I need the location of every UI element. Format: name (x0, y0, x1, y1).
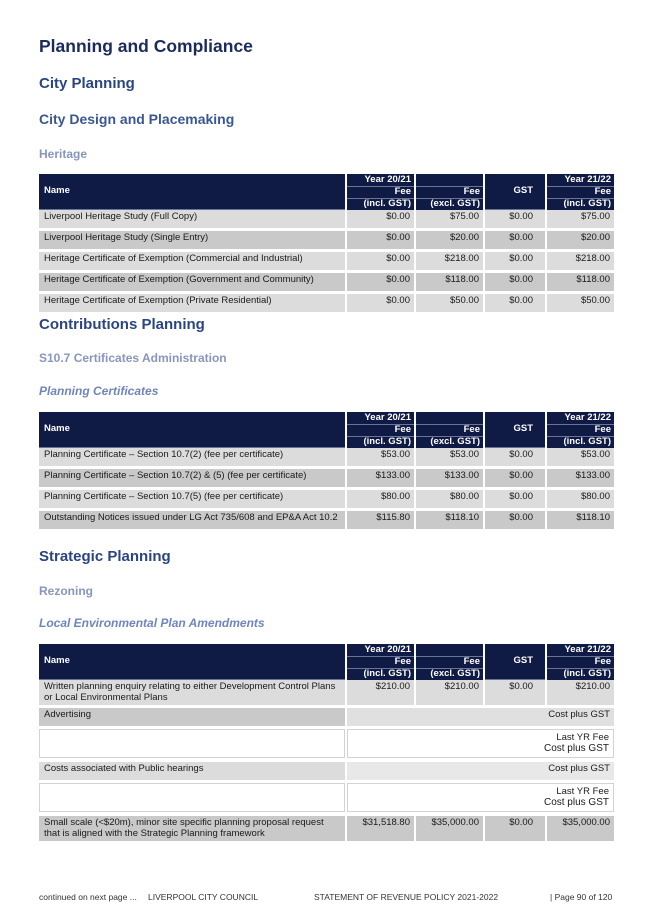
col-header-gst: GST (485, 644, 545, 680)
page-title: Planning and Compliance (39, 36, 253, 56)
row-name: Planning Certificate – Section 10.7(2) & (5) (fee per certificate) (39, 469, 345, 490)
row-gst: $0.00 (485, 273, 545, 294)
row-fee-excl: $118.00 (416, 273, 483, 294)
row-fee-2122: $50.00 (547, 294, 614, 315)
col-header-fee: Fee (547, 425, 614, 437)
row-fee-excl: $53.00 (416, 448, 483, 469)
table-row (39, 273, 614, 294)
row-fee-excl: $118.10 (416, 511, 483, 532)
col-header-incl: (incl. GST) (347, 199, 414, 210)
row-gst: $0.00 (485, 680, 545, 708)
col-header-year21: Year 21/22 (547, 644, 614, 657)
col-header-gst: GST (485, 412, 545, 448)
section-heritage: Heritage (39, 147, 88, 161)
last-year-fee-value: Cost plus GST (543, 742, 609, 754)
table-row (39, 490, 614, 511)
footer-council: LIVERPOOL CITY COUNCIL (148, 892, 259, 902)
col-header-fee: Fee (547, 657, 614, 669)
last-year-fee-note (347, 729, 614, 758)
last-year-fee-note (347, 783, 614, 812)
row-fee-2122: $218.00 (547, 252, 614, 273)
row-name: Heritage Certificate of Exemption (Private Residential) (39, 294, 345, 315)
col-header-incl: (incl. GST) (547, 437, 614, 448)
row-name: Written planning enquiry relating to either Development Control Plans or Local Environmental Plans (39, 680, 345, 708)
row-fee-2021: $0.00 (347, 294, 414, 315)
row-fee-2021: $80.00 (347, 490, 414, 511)
section-s107: S10.7 Certificates Administration (39, 351, 227, 365)
row-fee-2021: $53.00 (347, 448, 414, 469)
row-gst: $0.00 (485, 448, 545, 469)
table-row (39, 680, 614, 708)
row-fee-2122: $75.00 (547, 210, 614, 231)
col-header-year21: Year 21/22 (547, 412, 614, 425)
col-header-year21: Year 21/22 (547, 174, 614, 187)
row-name: Outstanding Notices issued under LG Act 735/608 and EP&A Act 10.2 (39, 511, 345, 532)
row-fee-2122: $35,000.00 (547, 816, 614, 844)
row-fee-2021: $210.00 (347, 680, 414, 708)
row-name: Planning Certificate – Section 10.7(5) (fee per certificate) (39, 490, 345, 511)
col-header-year20: Year 20/21 (347, 174, 414, 187)
lep-fee-table (37, 644, 616, 844)
row-fee-2122: $118.00 (547, 273, 614, 294)
table-row (39, 708, 614, 729)
row-name: Liverpool Heritage Study (Full Copy) (39, 210, 345, 231)
footer-statement: STATEMENT OF REVENUE POLICY 2021-2022 (314, 892, 499, 902)
last-year-fee-label: Last YR Fee (556, 786, 609, 797)
row-cost-plus-gst: Cost plus GST (347, 708, 614, 729)
heritage-fee-table (37, 174, 616, 315)
table-row (39, 210, 614, 231)
row-fee-excl: $210.00 (416, 680, 483, 708)
row-fee-2021: $31,518.80 (347, 816, 414, 844)
col-header-fee: Fee (547, 187, 614, 199)
col-header-name: Name (39, 174, 345, 210)
row-name: Heritage Certificate of Exemption (Commercial and Industrial) (39, 252, 345, 273)
table-row (39, 448, 614, 469)
row-gst: $0.00 (485, 231, 545, 252)
col-header-excl: (excl. GST) (416, 669, 483, 680)
row-fee-excl: $80.00 (416, 490, 483, 511)
row-fee-2021: $115.80 (347, 511, 414, 532)
section-planning-certificates: Planning Certificates (39, 384, 159, 398)
table-row (39, 252, 614, 273)
row-fee-excl: $218.00 (416, 252, 483, 273)
col-header-name: Name (39, 644, 345, 680)
section-contributions: Contributions Planning (39, 316, 205, 333)
col-header-incl: (incl. GST) (347, 437, 414, 448)
col-header-fee: Fee (416, 425, 483, 437)
row-fee-2122: $210.00 (547, 680, 614, 708)
row-gst: $0.00 (485, 294, 545, 315)
col-header-excl: (excl. GST) (416, 437, 483, 448)
row-name: Heritage Certificate of Exemption (Government and Community) (39, 273, 345, 294)
col-header-incl: (incl. GST) (547, 199, 614, 210)
footer-page-number: | Page 90 of 120 (550, 892, 613, 902)
col-header-year20: Year 20/21 (347, 412, 414, 425)
row-fee-excl: $50.00 (416, 294, 483, 315)
section-city-planning: City Planning (39, 75, 135, 92)
row-name: Costs associated with Public hearings (39, 762, 345, 783)
section-lep-amendments: Local Environmental Plan Amendments (39, 616, 265, 630)
row-gst: $0.00 (485, 511, 545, 532)
row-fee-excl: $20.00 (416, 231, 483, 252)
table-row (39, 816, 614, 844)
row-gst: $0.00 (485, 210, 545, 231)
row-cost-plus-gst: Cost plus GST (347, 762, 614, 783)
row-fee-2122: $20.00 (547, 231, 614, 252)
row-fee-2122: $133.00 (547, 469, 614, 490)
row-gst: $0.00 (485, 490, 545, 511)
row-name: Advertising (39, 708, 345, 729)
col-header-excl: (excl. GST) (416, 199, 483, 210)
row-name: Liverpool Heritage Study (Single Entry) (39, 231, 345, 252)
section-strategic-planning: Strategic Planning (39, 548, 171, 565)
row-gst: $0.00 (485, 469, 545, 490)
row-fee-excl: $35,000.00 (416, 816, 483, 844)
row-fee-2021: $133.00 (347, 469, 414, 490)
section-city-design: City Design and Placemaking (39, 111, 235, 127)
col-header-fee: Fee (416, 187, 483, 199)
row-name: Small scale (<$20m), minor site specific planning proposal request that is aligned with the Strategic Planning framework (39, 816, 345, 844)
row-fee-excl: $133.00 (416, 469, 483, 490)
row-fee-2021: $0.00 (347, 210, 414, 231)
col-header-fee: Fee (416, 657, 483, 669)
certificates-fee-table (37, 412, 616, 532)
col-header-incl: (incl. GST) (347, 669, 414, 680)
section-rezoning: Rezoning (39, 584, 93, 598)
table-row (39, 762, 614, 783)
last-year-fee-row (39, 783, 614, 812)
last-year-fee-row (39, 729, 614, 758)
col-header-fee: Fee (347, 657, 414, 669)
row-fee-excl: $75.00 (416, 210, 483, 231)
table-row (39, 511, 614, 532)
row-fee-2122: $118.10 (547, 511, 614, 532)
row-fee-2122: $53.00 (547, 448, 614, 469)
last-year-fee-label: Last YR Fee (556, 732, 609, 743)
row-gst: $0.00 (485, 816, 545, 844)
table-row (39, 231, 614, 252)
col-header-gst: GST (485, 174, 545, 210)
row-gst: $0.00 (485, 252, 545, 273)
col-header-fee: Fee (347, 187, 414, 199)
col-header-incl: (incl. GST) (547, 669, 614, 680)
table-row (39, 294, 614, 315)
col-header-year20: Year 20/21 (347, 644, 414, 657)
last-year-fee-value: Cost plus GST (543, 796, 609, 808)
row-name: Planning Certificate – Section 10.7(2) (fee per certificate) (39, 448, 345, 469)
col-header-fee: Fee (347, 425, 414, 437)
table-row (39, 469, 614, 490)
row-fee-2122: $80.00 (547, 490, 614, 511)
footer-continued: continued on next page ... (39, 892, 137, 902)
row-fee-2021: $0.00 (347, 231, 414, 252)
col-header-name: Name (39, 412, 345, 448)
row-fee-2021: $0.00 (347, 252, 414, 273)
row-fee-2021: $0.00 (347, 273, 414, 294)
